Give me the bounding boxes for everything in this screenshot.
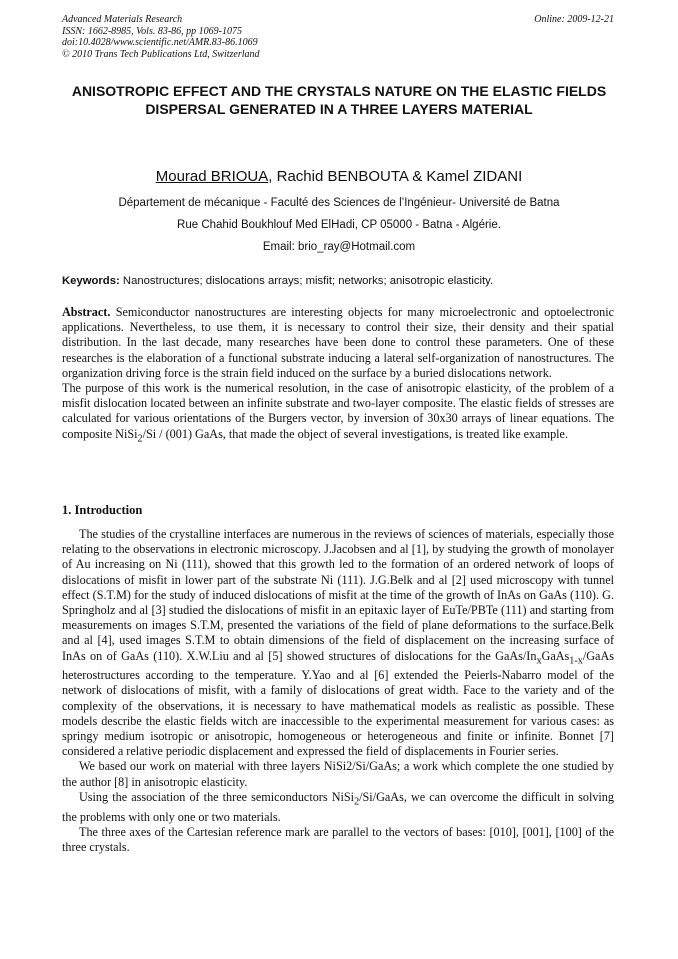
affiliation-line-1: Département de mécanique - Faculté des Sciences de l’Ingénieur- Université de Batna xyxy=(118,197,560,209)
keywords-label: Keywords: xyxy=(62,275,120,287)
online-date: Online: 2009-12-21 xyxy=(534,14,614,25)
intro-text-1b: GaAs xyxy=(541,648,570,663)
intro-paragraph-1 xyxy=(62,527,614,759)
subscript: 2 xyxy=(137,433,143,445)
intro-paragraph-4: The three axes of the Cartesian reference mark are parallel to the vectors of bases: [010], [001], [100] of the three crystals. xyxy=(62,824,614,854)
subscript: x xyxy=(536,655,542,667)
keywords xyxy=(62,274,616,288)
abstract-paragraph-1 xyxy=(62,305,614,381)
abstract-text-2-end: /Si / (001) GaAs, that made the object of several investigations, is treated like example. xyxy=(142,426,569,441)
subscript: 2 xyxy=(354,796,360,808)
intro-paragraph-2: We based our work on material with three layers NiSi2/Si/GaAs; a work which complete the one studied by the author [8] in anisotropic elasticity. xyxy=(62,759,614,789)
section-heading-introduction: 1. Introduction xyxy=(62,503,143,517)
intro-paragraph-3 xyxy=(62,790,614,825)
affiliation-line-2: Rue Chahid Boukhlouf Med ElHadi, CP 05000 - Batna - Algérie. xyxy=(177,219,501,231)
abstract-text-2: The purpose of this work is the numerical resolution, in the case of anisotropic elasticity, of the problem of a misfit dislocation located between an infinite substrate and two-layer composite. The elastic fields of stresses are calculated for various orientations of the Burgers vector, by inversion of 30x30 arrays of linear equations. The composite NiSi xyxy=(62,381,614,441)
intro-text-3b: /Si/GaAs, we can overcome the difficult in solving the problems with only one or two materials. xyxy=(62,789,614,824)
author-email: Email: brio_ray@Hotmail.com xyxy=(262,241,416,253)
issn-line: ISSN: 1662-8985, Vols. 83-86, pp 1069-1075 xyxy=(62,25,242,37)
journal-name: Advanced Materials Research xyxy=(62,14,183,25)
author-line xyxy=(62,168,616,186)
first-author: Mourad BRIOUA xyxy=(155,168,269,185)
abstract-paragraph-2 xyxy=(62,381,614,446)
abstract xyxy=(62,305,614,446)
copyright-line: © 2010 Trans Tech Publications Ltd, Switzerland xyxy=(62,48,260,60)
introduction-body xyxy=(62,527,614,855)
intro-text-1a: The studies of the crystalline interfaces are numerous in the reviews of sciences of materials, especially those relating to the observations in electronic microscopy. J.Jacobsen and al [1], by studying the growth of monolayer of Au increasing on Ni (111), showed that this growth led to the formation of an ordered network of loops of dislocations of misfit in lower part of the substrate Ni (111). J.G.Belk and al [2] used microscopy with tunnel effect (S.T.M) for the study of induced dislocations of misfit at the time of the growth of InAs on GaAs (110). G. Springholz and al [3] studied the dislocations of misfit in an epitaxic layer of EuTe/PBTe (111) and starting from measurements on images S.T.M, presented the variations of the field of plane deformations to the surface.Belk and al [4], used images S.T.M to obtain dimensions of the field of displacement on the increasing surface of InAs on of GaAs (110). X.W.Liu and al [5] showed structures of dislocations for the GaAs/In xyxy=(62,527,614,663)
subscript: 1-x xyxy=(569,655,583,667)
doi-line: doi:10.4028/www.scientific.net/AMR.83-86.1069 xyxy=(62,37,258,48)
keywords-text: Nanostructures; dislocations arrays; misfit; networks; anisotropic elasticity. xyxy=(119,275,494,287)
paper-title: ANISOTROPIC EFFECT AND THE CRYSTALS NATURE ON THE ELASTIC FIELDS DISPERSAL GENERATED IN A THREE LAYERS MATERIAL xyxy=(71,83,607,117)
intro-text-1c: /GaAs heterostructures according to the temperature. Y.Yao and al [6] extended the Peierls-Nabarro model of the network of dislocations of misfit, with a family of dislocations of great width. Face to the variety and of the complexity of the observations, it is necessary to have mathematical models as realistic as possible. These models describe the elastic fields witch are inaccessible to the experimental measurement for various cases: as springy medium isotropic or anisotropic, homogeneous or heterogeneous and finite or infinite. Bonnet [7] considered a relative periodic displacement and expressed the field of displacements in Fourier series. xyxy=(62,648,614,759)
other-authors: , Rachid BENBOUTA & Kamel ZIDANI xyxy=(268,168,523,185)
abstract-label: Abstract. xyxy=(62,305,111,319)
abstract-text-1: Semiconductor nanostructures are interesting objects for many microelectronic and optoelectronic applications. Nevertheless, to use them, it is necessary to control their size, their density and their spatial distribution. In the last decade, many researches have been done to control these parameters. One of these researches is the elaboration of a functional substrate inducing a lateral self-organization of nanostructures. The organization driving force is the strain field induced on the surface by a buried dislocations network. xyxy=(62,305,614,380)
journal-header xyxy=(62,14,260,60)
intro-text-3a: Using the association of the three semiconductors NiSi xyxy=(79,789,355,804)
